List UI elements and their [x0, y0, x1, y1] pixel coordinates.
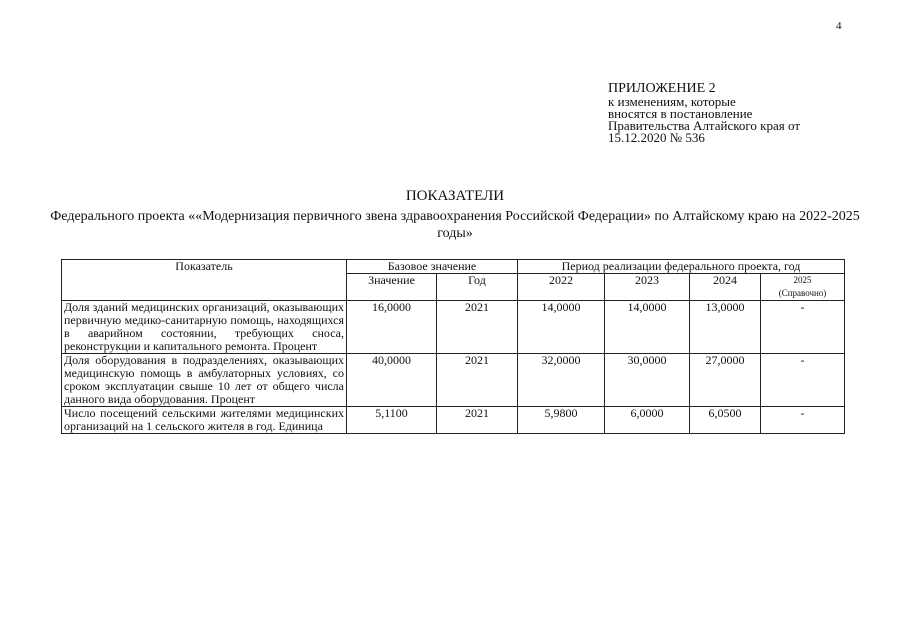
value-2023: 30,0000 [605, 354, 690, 407]
document-title: ПОКАЗАТЕЛИ [405, 188, 505, 204]
appendix-line: 15.12.2020 № 536 [608, 130, 705, 145]
value-2025: - [761, 301, 845, 354]
header-2025-note: (Справочно) [778, 288, 827, 298]
base-year: 2021 [437, 407, 518, 434]
appendix-block [608, 83, 800, 144]
header-base-value: Базовое значение [347, 260, 518, 274]
base-value: 5,1100 [347, 407, 437, 434]
table-row [62, 407, 845, 434]
header-2023: 2023 [605, 274, 690, 301]
value-2022: 5,9800 [518, 407, 605, 434]
table-row [62, 354, 845, 407]
indicator-name: Доля зданий медицинских организаций, оказывающих первичную медико-санитарную помощь, находящихся в аварийном состоянии, требующих сноса, реконструкции и капитального ремонта. Процент [62, 301, 347, 354]
value-2025: - [761, 354, 845, 407]
value-2024: 27,0000 [690, 354, 761, 407]
value-2024: 13,0000 [690, 301, 761, 354]
base-year: 2021 [437, 354, 518, 407]
value-2023: 6,0000 [605, 407, 690, 434]
header-indicator: Показатель [62, 260, 347, 301]
appendix-title: ПРИЛОЖЕНИЕ 2 [608, 81, 716, 96]
indicator-name: Число посещений сельскими жителями медицинских организаций на 1 сельского жителя в год. Единица [62, 407, 347, 434]
value-2025: - [761, 407, 845, 434]
appendix-line: вносятся в постановление [608, 106, 753, 121]
indicator-name: Доля оборудования в подразделениях, оказывающих медицинскую помощь в амбулаторных условиях, со сроком эксплуатации свыше 10 лет от общего числа данного вида оборудования. Процент [62, 354, 347, 407]
value-2023: 14,0000 [605, 301, 690, 354]
header-2022: 2022 [518, 274, 605, 301]
indicators-table [61, 259, 845, 434]
header-2025-year: 2025 [793, 275, 812, 285]
table-header-row [62, 260, 845, 274]
appendix-line: Правительства Алтайского края от [608, 118, 801, 133]
value-2022: 14,0000 [518, 301, 605, 354]
value-2024: 6,0500 [690, 407, 761, 434]
base-year: 2021 [437, 301, 518, 354]
base-value: 16,0000 [347, 301, 437, 354]
appendix-line: к изменениям, которые [608, 94, 736, 109]
header-year: Год [437, 274, 518, 301]
header-period: Период реализации федерального проекта, год [518, 260, 845, 274]
page-number: 4 [836, 20, 842, 32]
header-2024: 2024 [690, 274, 761, 301]
value-2022: 32,0000 [518, 354, 605, 407]
document-subtitle: Федерального проекта ««Модернизация первичного звена здравоохранения Российской Федерации» по Алтайскому краю на 2022-2025 годы» [50, 209, 860, 241]
header-2025 [761, 274, 845, 301]
base-value: 40,0000 [347, 354, 437, 407]
header-value: Значение [347, 274, 437, 301]
table-row [62, 301, 845, 354]
